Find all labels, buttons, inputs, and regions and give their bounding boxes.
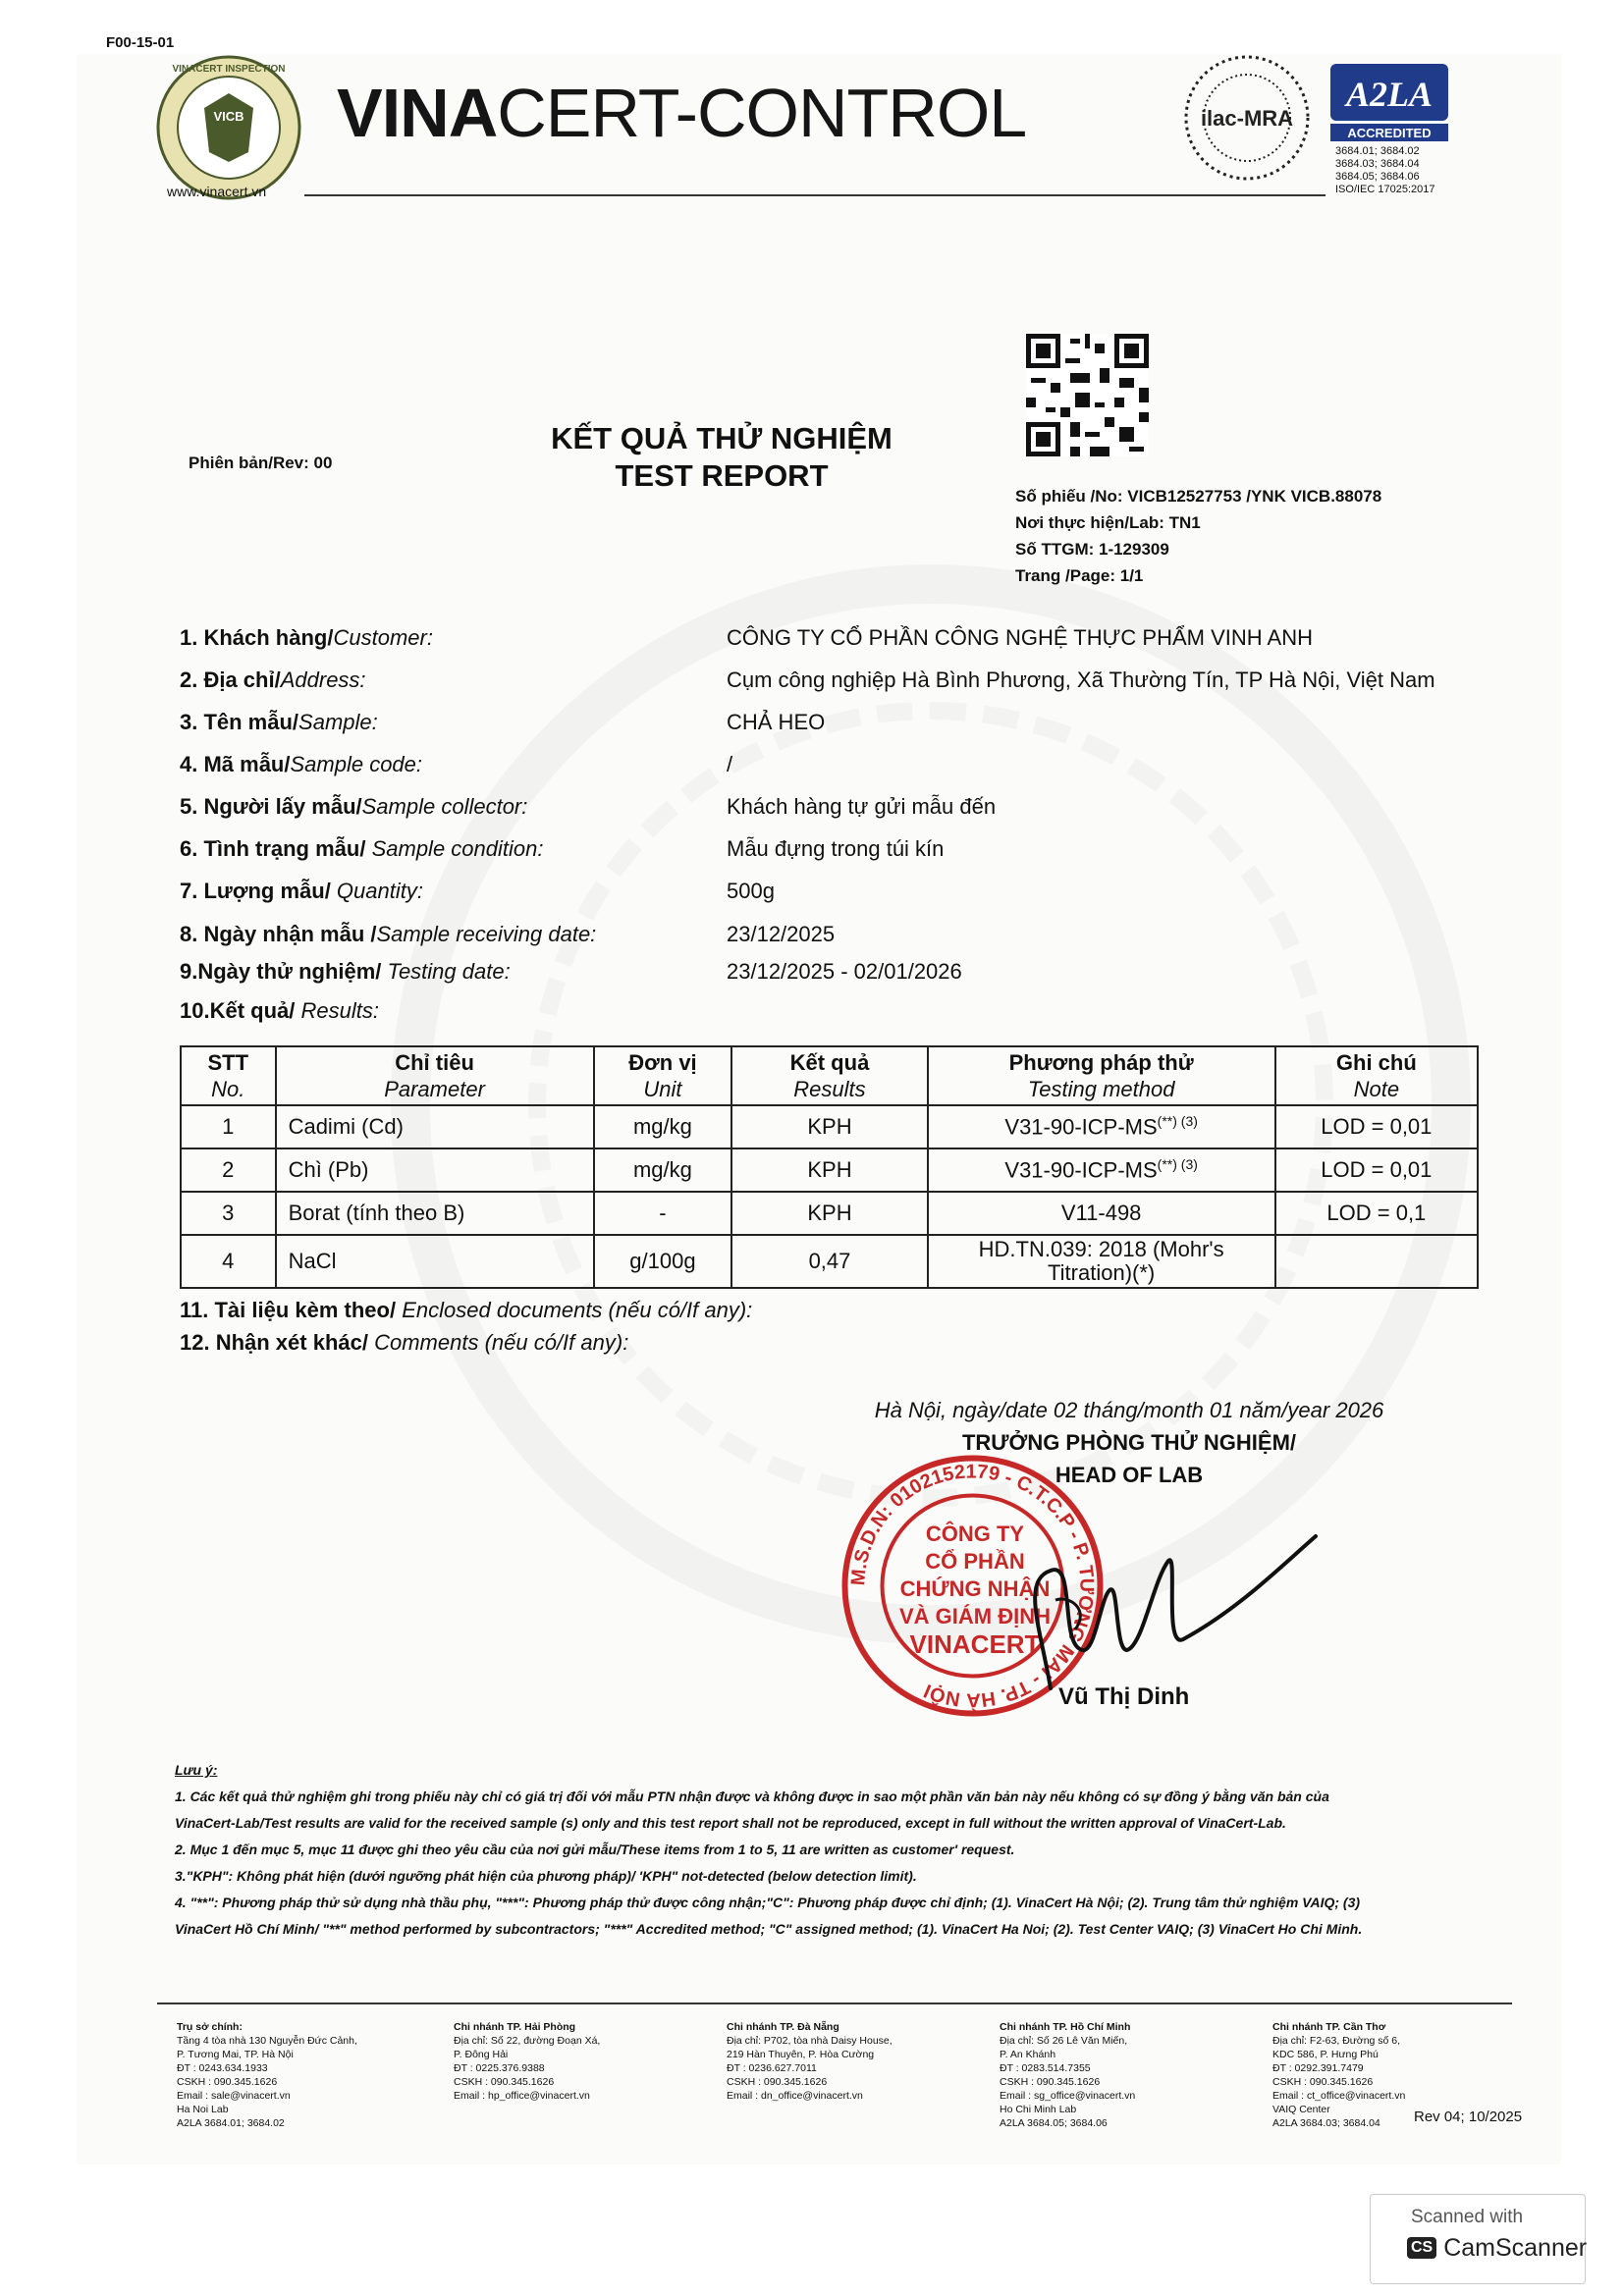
footer-divider bbox=[157, 2002, 1512, 2004]
footer-revision: Rev 04; 10/2025 bbox=[1414, 2109, 1523, 2125]
col-header-no: STT No. bbox=[181, 1046, 276, 1105]
a2la-cert-codes: 3684.01; 3684.02 3684.03; 3684.04 3684.05; 3684.06 ISO/IEC 17025:2017 bbox=[1335, 145, 1435, 195]
signer-name: Vũ Thị Dinh bbox=[1058, 1683, 1190, 1710]
col-header-parameter: Chỉ tiêu Parameter bbox=[276, 1046, 594, 1105]
table-row: 3 Borat (tính theo B) - KPH V11-498 LOD = 0,1 bbox=[181, 1192, 1478, 1235]
a2la-accredited-logo bbox=[1325, 59, 1453, 147]
sign-role-vi: TRƯỞNG PHÒNG THỬ NGHIỆM/ bbox=[961, 1430, 1297, 1455]
report-number: Số phiếu /No: VICB12527753 /YNK VICB.88078 bbox=[1015, 487, 1382, 506]
enclosed-documents: 11. Tài liệu kèm theo/ Enclosed documents (nếu có/If any): bbox=[180, 1298, 753, 1322]
vinacert-seal-logo bbox=[155, 54, 302, 201]
footer-office-haiphong: Chi nhánh TP. Hải Phòng Địa chỉ: Số 22, đường Đoạn Xá, P. Đông Hải ĐT : 0225.376.9388 CSKH : 090.345.1626 Email : hp_office@vinacert.vn bbox=[454, 2021, 601, 2102]
form-code: F00-15-01 bbox=[106, 34, 175, 51]
header-divider bbox=[304, 194, 1325, 196]
report-ttgm: Số TTGM: 1-129309 bbox=[1015, 540, 1169, 559]
note-line: VinaCert Hồ Chí Minh/ "**" method performed by subcontractors; "***" Accredited method; "C" assigned method; (1). VinaCert Ha Noi; (2). Test Center VAIQ; (3) VinaCert Ho Chi Minh. bbox=[175, 1921, 1363, 1937]
table-header-row bbox=[181, 1046, 1478, 1105]
svg-text:VÀ GIÁM ĐỊNH: VÀ GIÁM ĐỊNH bbox=[899, 1604, 1051, 1629]
report-meta bbox=[1015, 483, 1381, 589]
note-line: 1. Các kết quả thử nghiệm ghi trong phiếu này chỉ có giá trị đối với mẫu PTN nhận được và không được in sao một phần văn bản này nếu không có sự đồng ý bằng văn bản của bbox=[175, 1789, 1329, 1804]
handwritten-signature bbox=[982, 1502, 1325, 1698]
table-row: 2 Chì (Pb) mg/kg KPH $V31-90-ICP-MS^{(**) (3)}$ LOD = 0,01 bbox=[181, 1148, 1478, 1192]
note-line: VinaCert-Lab/Test results are valid for the received sample (s) only and this test report shall not be reproduced, except in full without the written approval of VinaCert-Lab. bbox=[175, 1815, 1286, 1831]
svg-text:CỔ PHẦN: CỔ PHẦN bbox=[925, 1549, 1025, 1574]
sign-date: Hà Nội, ngày/date 02 tháng/month 01 năm/year 2026 bbox=[874, 1398, 1384, 1422]
results-table bbox=[180, 1045, 1479, 1289]
notes-section bbox=[175, 1757, 1486, 1943]
svg-text:A2LA: A2LA bbox=[1345, 75, 1434, 114]
ilac-mra-logo bbox=[1173, 47, 1321, 189]
svg-text:CÔNG TY: CÔNG TY bbox=[925, 1522, 1025, 1546]
notes-title: Lưu ý: bbox=[175, 1762, 218, 1778]
note-line: 3."KPH": Không phát hiện (dưới ngưỡng phát hiện của phương pháp)/ 'KPH" not-detected (below detection limit). bbox=[175, 1868, 917, 1884]
revision-label: Phiên bản/Rev: 00 bbox=[189, 454, 333, 472]
qr-code[interactable] bbox=[1026, 334, 1149, 456]
col-header-unit: Đơn vị Unit bbox=[594, 1046, 732, 1105]
note-line: 4. "**": Phương pháp thử sử dụng nhà thầu phụ, "***": Phương pháp thử được công nhận;"C": Phương pháp được chỉ định; (1). VinaCert Hà Nội; (2). Trung tâm thử nghiệm VAIQ; (3) bbox=[175, 1895, 1361, 1910]
col-header-results: Kết quả Results bbox=[731, 1046, 927, 1105]
comments: 12. Nhận xét khác/ Comments (nếu có/If any): bbox=[180, 1330, 629, 1355]
footer-office-hcm: Chi nhánh TP. Hồ Chí Minh Địa chỉ: Số 26 Lê Văn Miến, P. An Khánh ĐT : 0283.514.7355 CSKH : 090.345.1626 Email : sg_office@vinacert.vn Ho Chi Minh Lab A2LA 3684.05; 3684.06 bbox=[1000, 2021, 1136, 2129]
svg-text:VINACERT: VINACERT bbox=[909, 1629, 1041, 1659]
footer-office-cantho: Chi nhánh TP. Cần Thơ Địa chỉ: F2-63, Đường số 6, KDC 586, P. Hưng Phú ĐT : 0292.391.7479 CSKH : 090.345.1626 Email : ct_office@vinacert.vn VAIQ Center A2LA 3684.03; 3684.04 bbox=[1272, 2021, 1406, 2129]
table-row: 4 NaCl g/100g 0,47 HD.TN.039: 2018 (Mohr's Titration)(*) bbox=[181, 1235, 1478, 1288]
report-lab: Nơi thực hiện/Lab: TN1 bbox=[1015, 513, 1201, 532]
report-title: KẾT QUẢ THỬ NGHIỆM TEST REPORT bbox=[551, 421, 893, 493]
svg-text:CHỨNG NHẬN: CHỨNG NHẬN bbox=[899, 1576, 1051, 1601]
svg-text:VINACERT INSPECTION: VINACERT INSPECTION bbox=[172, 64, 286, 75]
footer-office-danang: Chi nhánh TP. Đà Nẵng Địa chỉ: P702, tòa nhà Daisy House, 219 Hàn Thuyên, P. Hòa Cường ĐT : 0236.627.7011 CSKH : 090.345.1626 Email : dn_office@vinacert.vn bbox=[727, 2021, 893, 2102]
svg-text:ilac-MRA: ilac-MRA bbox=[1200, 106, 1294, 131]
svg-text:VICB: VICB bbox=[213, 109, 244, 124]
brand-name: VINACERT-CONTROL bbox=[337, 75, 1027, 151]
col-header-method: Phương pháp thử Testing method bbox=[928, 1046, 1275, 1105]
footer-office-hq: Trụ sở chính: Tầng 4 tòa nhà 130 Nguyễn Đức Cảnh, P. Tương Mai, TP. Hà Nội ĐT : 0243.634.1933 CSKH : 090.345.1626 Email : sale@vinacert.vn Ha Noi Lab A2LA 3684.01; 3684.02 bbox=[177, 2021, 357, 2129]
report-page: Trang /Page: 1/1 bbox=[1015, 566, 1144, 585]
table-row: 1 Cadimi (Cd) mg/kg KPH $V31-90-ICP-MS^{(**) (3)}$ LOD = 0,01 bbox=[181, 1105, 1478, 1148]
col-header-note: Ghi chú Note bbox=[1275, 1046, 1478, 1105]
svg-text:M.S.D.N: 0102152179 - C.T.C.P: M.S.D.N: 0102152179 - C.T.C.P - P. TƯƠNG MAI - TP. HÀ NỘI bbox=[847, 1461, 1098, 1711]
sign-role-en: HEAD OF LAB bbox=[1055, 1463, 1204, 1487]
note-line: 2. Mục 1 đến mục 5, mục 11 được ghi theo yêu cầu của nơi gửi mẫu/These items from 1 to 5, 11 are written as customer' request. bbox=[175, 1842, 1015, 1857]
scanned-with-label: Scanned with bbox=[1411, 2207, 1524, 2227]
website-link[interactable]: www.vinacert.vn bbox=[167, 184, 267, 199]
camscanner-icon: CS bbox=[1407, 2237, 1436, 2259]
camscanner-brand: CS CamScanner bbox=[1407, 2233, 1587, 2263]
svg-text:ACCREDITED: ACCREDITED bbox=[1347, 126, 1432, 140]
